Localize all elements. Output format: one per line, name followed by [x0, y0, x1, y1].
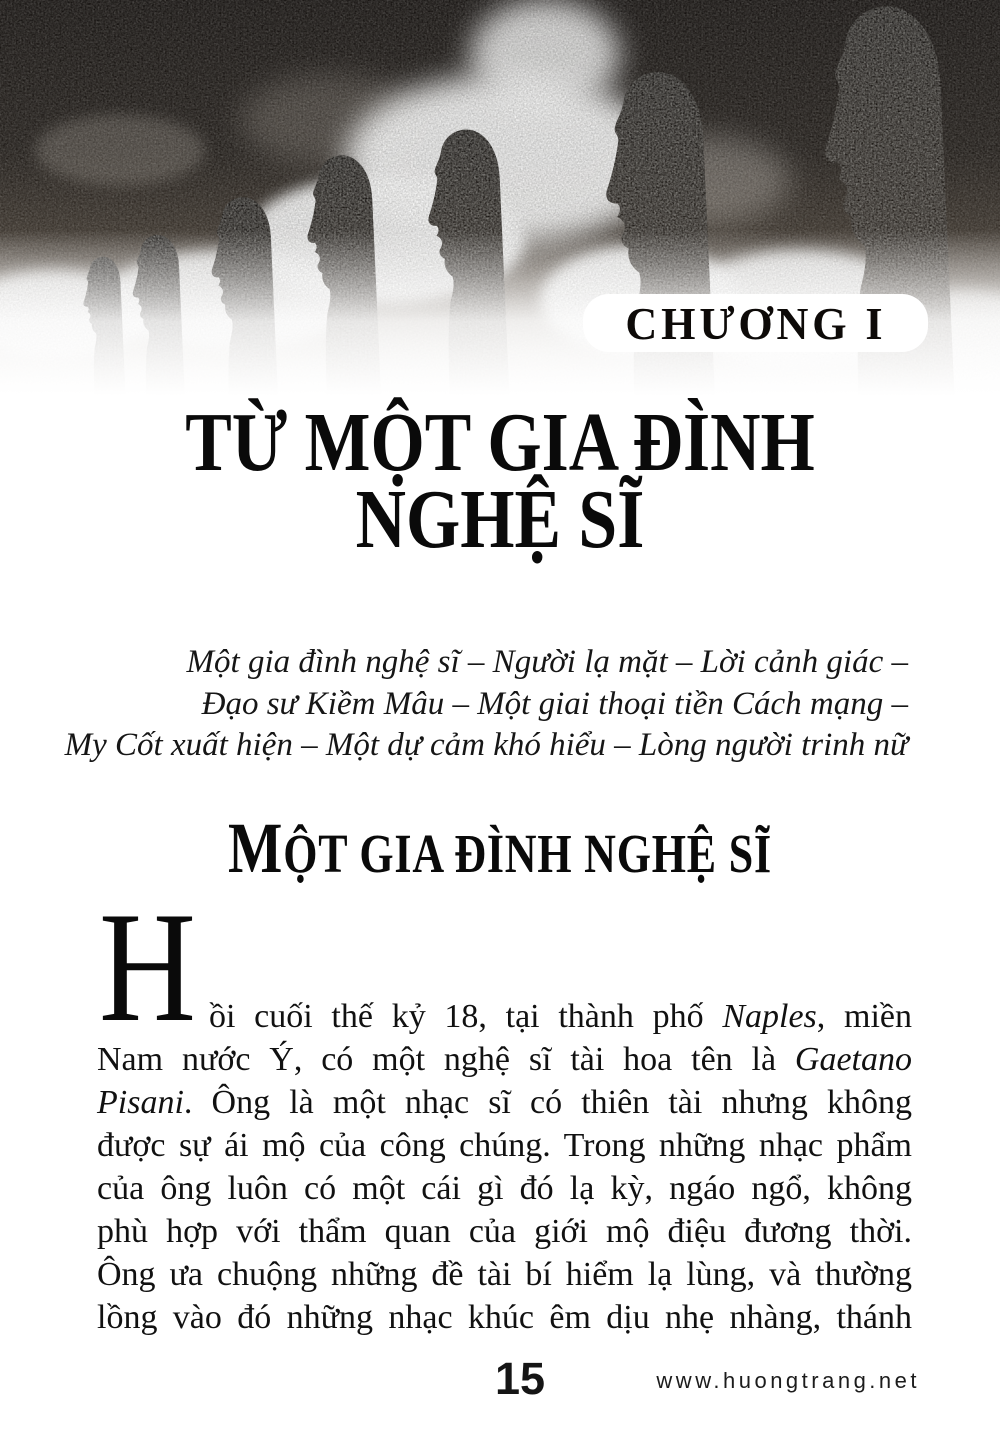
chapter-title-line2: NGHỆ SĨ — [355, 473, 645, 566]
body-line: phù hợp với thẩm quan của giới mộ điệu đương thời. — [97, 1213, 912, 1250]
body-line: Nam nước Ý, có một nghệ sĩ tài hoa tên là Gaetano — [97, 1041, 912, 1078]
chapter-badge — [583, 294, 928, 352]
body-line: lồng vào đó những nhạc khúc êm dịu nhẹ nhàng, thánh — [97, 1299, 912, 1336]
body-line: Pisani. Ông là một nhạc sĩ có thiên tài nhưng không — [97, 1084, 912, 1121]
section-heading-initial: M — [228, 808, 284, 888]
subtitle — [65, 642, 908, 767]
publisher-website: www.huongtrang.net — [656, 1368, 920, 1393]
body-line: ồi cuối thế kỷ 18, tại thành phố Naples, miền — [209, 998, 913, 1035]
body-paragraph — [97, 880, 913, 1339]
body-line: của ông luôn có một cái gì đó lạ kỳ, ngáo ngổ, không — [97, 1170, 912, 1207]
chapter-title — [85, 396, 915, 566]
section-heading — [100, 808, 900, 904]
body-line: được sự ái mộ của công chúng. Trong những nhạc phẩm — [97, 1127, 912, 1164]
drop-cap: H — [99, 880, 196, 1055]
subtitle-line: Đạo sư Kiềm Mâu – Một giai thoại tiền Cách mạng – — [201, 685, 908, 722]
subtitle-line: My Cốt xuất hiện – Một dự cảm khó hiểu – Lòng người trinh nữ — [64, 727, 908, 763]
chapter-label: CHƯƠNG I — [625, 297, 886, 349]
chapter-title-line1: TỪ MỘT GIA ĐÌNH — [185, 396, 815, 489]
body-line: Ông ưa chuộng những đề tài bí hiểm lạ lùng, và thường — [97, 1256, 912, 1293]
page-number: 15 — [494, 1353, 546, 1404]
section-heading-rest: ỘT GIA ĐÌNH NGHỆ SĨ — [283, 823, 772, 884]
subtitle-line: Một gia đình nghệ sĩ – Người lạ mặt – Lời cảnh giác – — [186, 644, 908, 680]
